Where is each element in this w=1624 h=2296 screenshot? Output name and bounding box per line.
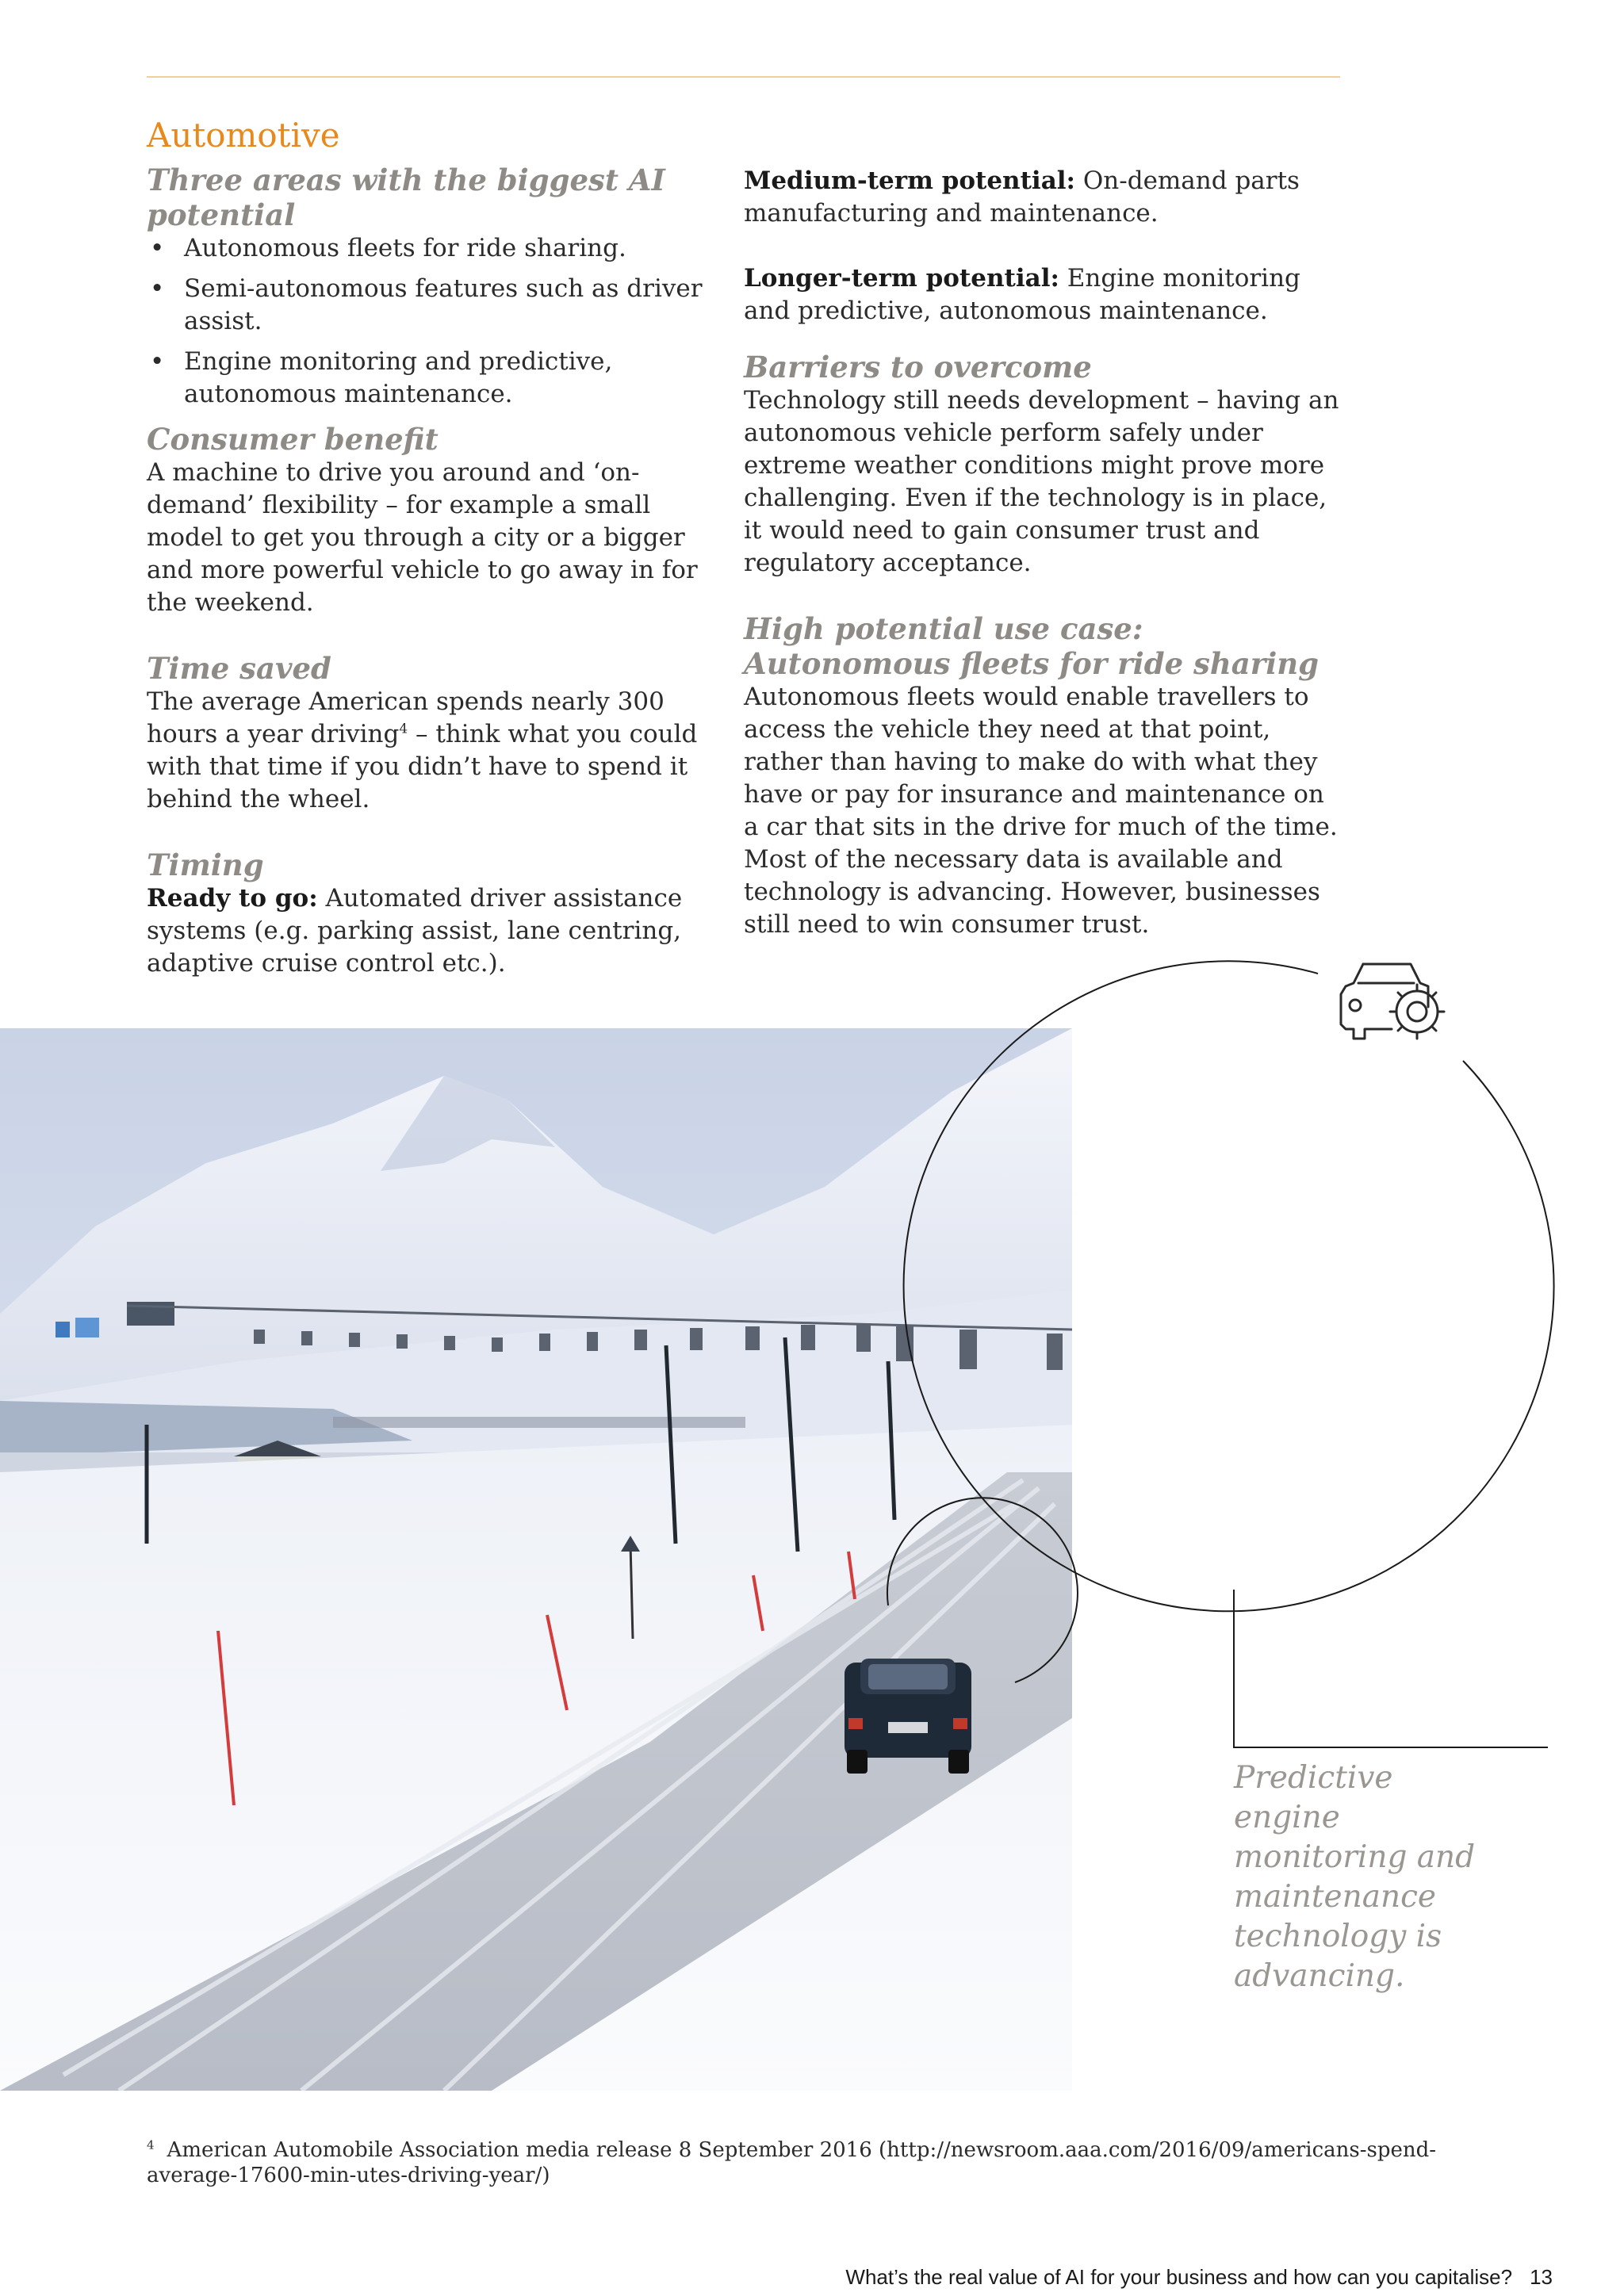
page-footer [845,2265,1553,2290]
snowy-road-photo [0,1028,1072,2091]
longer-term-label: Longer-term potential: [744,264,1059,293]
leader-line [1234,1590,1548,1747]
time-heading: Time saved [147,651,331,686]
medium-term-label: Medium-term potential: [744,166,1076,195]
areas-list [147,232,718,411]
time-text-before: The average American spends nearly 300 hours a year driving [147,687,665,748]
footer-title: What’s the real value of AI for your business and how can you capitalise? [845,2265,1513,2289]
footnote-marker: 4 [147,2137,155,2152]
benefit-text: A machine to drive you around and ‘on-demand’ flexibility – for example a small model to get you through a city or a bigger and more powerful vehicle to go away in for the weekend. [147,458,698,617]
time-text-after: – think what you could with that time if you didn’t have to spend it behind the wheel. [147,720,698,813]
barriers-text: Technology still needs development – having an autonomous vehicle perform safely under extreme weather conditions might prove more challenging. Even if the technology is in place, it would need to gain consumer trust and regulatory acceptance. [744,386,1339,577]
right-column [744,163,1346,941]
medium-term-text [744,165,1346,230]
time-text [147,686,718,816]
callout-quote: Predictive engine monitoring and maintenance technology is advancing. [1234,1760,1476,1994]
timing-heading: Timing [147,848,264,882]
medium-term-body: On-demand parts manufacturing and maintenance. [744,166,1300,228]
list-item: • Autonomous fleets for ride sharing. [147,232,718,265]
usecase-text: Autonomous fleets would enable travellers to access the vehicle they need at that point, rather than having to make do with what they have or pay for insurance and maintenance on a car that sits in the drive for much of the time. Most of the necessary data is available and technology is advancing. However, businesses still need to win consumer trust. [744,683,1338,939]
footnote-text: American Automobile Association media release 8 September 2016 (http://newsroom.aaa.com/2016/09/americans-spend-average-17600-min-utes-driving-year/) [147,2138,1437,2187]
timing-text [147,882,718,980]
barriers-heading: Barriers to overcome [744,350,1092,385]
timing-label: Ready to go: [147,884,318,913]
areas-heading: Three areas with the biggest AI potential [147,163,665,232]
car-gear-icon [1335,959,1455,1050]
header-rule [147,76,1340,78]
footnote [147,2137,1447,2188]
list-item: • Engine monitoring and predictive, autonomous maintenance. [147,346,718,411]
benefit-heading: Consumer benefit [147,422,439,457]
longer-term-body: Engine monitoring and predictive, autonomous maintenance. [744,264,1300,325]
footnote-ref: 4 [399,721,408,737]
usecase-heading: High potential use case: Autonomous fleets for ride sharing [744,611,1320,681]
longer-term-text [744,262,1346,327]
list-item: • Semi-autonomous features such as driver assist. [147,273,718,338]
timing-body: Automated driver assistance systems (e.g. parking assist, lane centring, adaptive cruise control etc.). [147,884,683,978]
left-column [147,163,718,980]
section-title: Automotive [147,116,340,155]
page-number: 13 [1530,2265,1553,2289]
